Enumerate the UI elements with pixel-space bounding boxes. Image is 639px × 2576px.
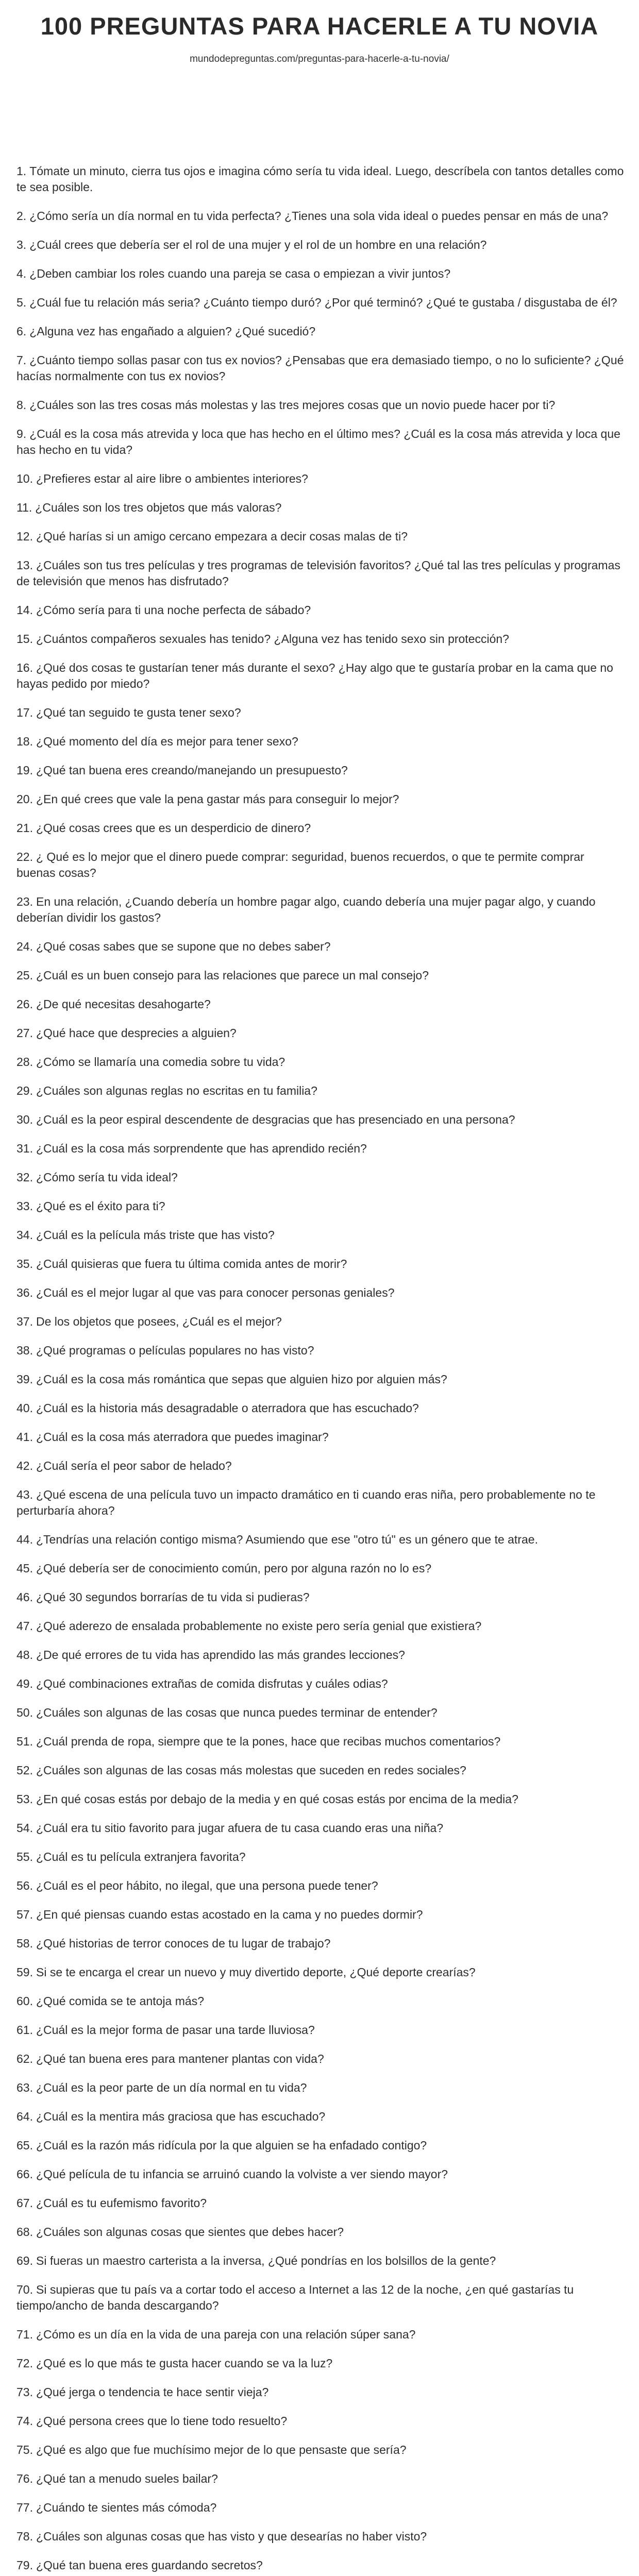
question-number: 26.	[16, 997, 33, 1011]
question-text: ¿Cuál es la cosa más romántica que sepas que alguien hizo por alguien más?	[36, 1372, 447, 1386]
question-text: En una relación, ¿Cuando debería un hombre pagar algo, cuando debería una mujer pagar algo, y cuando deberían dividir los gastos?	[16, 895, 596, 924]
question-item	[16, 1343, 625, 1359]
question-item	[16, 1025, 625, 1041]
question-item	[16, 762, 625, 778]
question-number: 41.	[16, 1430, 33, 1444]
question-item	[16, 295, 625, 311]
question-number: 66.	[16, 2167, 33, 2181]
question-item	[16, 734, 625, 750]
question-number: 79.	[16, 2558, 33, 2572]
question-item	[16, 1141, 625, 1157]
question-number: 61.	[16, 2023, 33, 2037]
question-item	[16, 2138, 625, 2154]
question-text: ¿En qué cosas estás por debajo de la media y en qué cosas estás por encima de la media?	[36, 1792, 518, 1806]
question-text: ¿Cuántos compañeros sexuales has tenido? ¿Alguna vez has tenido sexo sin protección?	[36, 632, 509, 646]
question-item	[16, 1227, 625, 1243]
question-number: 65.	[16, 2139, 33, 2152]
question-text: ¿Cuáles son algunas de las cosas que nunca puedes terminar de entender?	[36, 1706, 438, 1719]
question-number: 69.	[16, 2254, 33, 2267]
question-number: 43.	[16, 1488, 33, 1501]
question-item	[16, 1676, 625, 1692]
question-number: 8.	[16, 398, 27, 412]
question-number: 55.	[16, 1850, 33, 1863]
question-number: 68.	[16, 2225, 33, 2239]
question-text: ¿Cuál es un buen consejo para las relaciones que parece un mal consejo?	[36, 969, 429, 982]
question-item	[16, 426, 625, 458]
question-item	[16, 1791, 625, 1807]
question-item	[16, 397, 625, 413]
question-number: 30.	[16, 1113, 33, 1126]
question-number: 52.	[16, 1764, 33, 1777]
question-number: 46.	[16, 1590, 33, 1604]
question-item	[16, 1429, 625, 1445]
question-text: ¿Cuál crees que debería ser el rol de una mujer y el rol de un hombre en una relación?	[29, 238, 487, 251]
question-number: 73.	[16, 2385, 33, 2399]
question-number: 4.	[16, 267, 27, 280]
question-text: ¿Qué historias de terror conoces de tu lugar de trabajo?	[36, 1937, 331, 1950]
question-number: 34.	[16, 1228, 33, 1242]
question-item	[16, 500, 625, 516]
question-item	[16, 2109, 625, 2125]
question-item	[16, 1371, 625, 1387]
page-title: 100 PREGUNTAS PARA HACERLE A TU NOVIA	[40, 12, 599, 40]
question-number: 49.	[16, 1677, 33, 1690]
question-number: 39.	[16, 1372, 33, 1386]
question-number: 62.	[16, 2052, 33, 2065]
question-number: 14.	[16, 603, 33, 617]
question-item	[16, 1964, 625, 1980]
question-number: 60.	[16, 1994, 33, 2008]
question-item	[16, 1618, 625, 1634]
question-text: ¿Cuál es la razón más ridícula por la que alguien se ha enfadado contigo?	[36, 2139, 427, 2152]
question-item	[16, 631, 625, 647]
question-item	[16, 2253, 625, 2269]
question-item	[16, 2051, 625, 2067]
question-number: 5.	[16, 296, 27, 309]
question-number: 75.	[16, 2443, 33, 2456]
question-text: ¿Cuál es la película más triste que has visto?	[36, 1228, 275, 1242]
question-number: 54.	[16, 1821, 33, 1835]
question-item	[16, 2557, 625, 2573]
question-number: 29.	[16, 1084, 33, 1097]
question-number: 23.	[16, 895, 33, 908]
question-item	[16, 163, 625, 195]
question-item	[16, 237, 625, 253]
question-item	[16, 1400, 625, 1416]
question-text: ¿Qué tan buena eres creando/manejando un presupuesto?	[36, 764, 348, 777]
question-text: ¿Qué es algo que fue muchísimo mejor de lo que pensaste que sería?	[36, 2443, 407, 2456]
question-text: ¿Cómo sería tu vida ideal?	[36, 1171, 178, 1184]
question-item	[16, 791, 625, 807]
question-text: ¿Cuál es la cosa más aterradora que puedes imaginar?	[36, 1430, 329, 1444]
question-number: 33.	[16, 1199, 33, 1213]
question-number: 70.	[16, 2283, 33, 2296]
question-item	[16, 1256, 625, 1272]
question-number: 67.	[16, 2196, 33, 2210]
question-text: ¿Cuál es la peor parte de un día normal en tu vida?	[36, 2081, 307, 2094]
question-text: ¿Qué escena de una película tuvo un impacto dramático en ti cuando eras niña, pero probablemente no te perturbaría ahora?	[16, 1488, 596, 1517]
question-item	[16, 939, 625, 955]
question-text: ¿Cuál era tu sitio favorito para jugar afuera de tu casa cuando eras una niña?	[36, 1821, 444, 1835]
question-text: ¿Cuáles son algunas cosas que sientes que debes hacer?	[36, 2225, 344, 2239]
question-text: ¿Qué cosas sabes que se supone que no debes saber?	[36, 940, 331, 953]
question-number: 25.	[16, 969, 33, 982]
question-text: Tómate un minuto, cierra tus ojos e imagina cómo sería tu vida ideal. Luego, descríbela con tantos detalles como te sea posible.	[16, 164, 624, 194]
question-item	[16, 266, 625, 282]
question-item	[16, 2413, 625, 2429]
question-text: ¿Qué dos cosas te gustarían tener más durante el sexo? ¿Hay algo que te gustaría probar en la cama que no hayas pedido por miedo?	[16, 661, 613, 690]
question-number: 35.	[16, 1257, 33, 1270]
question-text: ¿Cuáles son los tres objetos que más valoras?	[35, 501, 282, 514]
question-text: ¿Cuál es la historia más desagradable o aterradora que has escuchado?	[36, 1401, 419, 1415]
question-number: 36.	[16, 1286, 33, 1299]
question-text: ¿Qué momento del día es mejor para tener sexo?	[36, 735, 298, 748]
question-text: ¿Qué hace que desprecies a alguien?	[36, 1026, 237, 1040]
question-item	[16, 1820, 625, 1836]
question-item	[16, 660, 625, 692]
question-text: ¿Cuál quisieras que fuera tu última comida antes de morir?	[36, 1257, 347, 1270]
question-item	[16, 1589, 625, 1605]
question-number: 18.	[16, 735, 33, 748]
question-item	[16, 2022, 625, 2038]
question-text: ¿Qué tan seguido te gusta tener sexo?	[36, 706, 241, 719]
question-item	[16, 1170, 625, 1185]
question-number: 17.	[16, 706, 33, 719]
question-text: ¿En qué piensas cuando estas acostado en la cama y no puedes dormir?	[36, 1908, 423, 1921]
question-item	[16, 557, 625, 589]
question-number: 51.	[16, 1735, 33, 1748]
question-number: 11.	[16, 501, 32, 514]
question-item	[16, 1993, 625, 2009]
question-number: 9.	[16, 427, 27, 440]
question-number: 45.	[16, 1562, 33, 1575]
question-item	[16, 2166, 625, 2182]
question-number: 10.	[16, 472, 33, 485]
question-text: ¿Qué debería ser de conocimiento común, pero por alguna razón no lo es?	[36, 1562, 432, 1575]
question-item	[16, 1112, 625, 1128]
question-text: ¿Tendrías una relación contigo misma? Asumiendo que ese "otro tú" es un género que te atrae.	[36, 1533, 538, 1546]
source-url: mundodepreguntas.com/preguntas-para-hacerle-a-tu-novia/	[190, 54, 449, 64]
question-item	[16, 1314, 625, 1330]
question-text: ¿De qué necesitas desahogarte?	[36, 997, 211, 1011]
question-item	[16, 1849, 625, 1865]
question-number: 48.	[16, 1648, 33, 1662]
question-text: ¿Qué cosas crees que es un desperdicio de dinero?	[36, 821, 311, 835]
question-number: 63.	[16, 2081, 33, 2094]
question-text: ¿Alguna vez has engañado a alguien? ¿Qué sucedió?	[29, 325, 316, 338]
question-text: ¿Cuáles son tus tres películas y tres programas de televisión favoritos? ¿Qué tal las tres películas y programas de televisión que menos has disfrutado?	[16, 558, 620, 588]
question-item	[16, 2442, 625, 2458]
question-text: ¿Cuál es la cosa más sorprendente que has aprendido recién?	[36, 1142, 367, 1155]
question-number: 20.	[16, 792, 33, 806]
question-item	[16, 1907, 625, 1923]
question-item	[16, 2224, 625, 2240]
question-text: ¿Qué harías si un amigo cercano empezara a decir cosas malas de ti?	[36, 530, 408, 543]
question-text: Si fueras un maestro carterista a la inversa, ¿Qué pondrías en los bolsillos de la gente?	[36, 2254, 496, 2267]
question-text: ¿Cuál es el mejor lugar al que vas para conocer personas geniales?	[36, 1286, 395, 1299]
question-text: ¿Cómo sería para ti una noche perfecta de sábado?	[36, 603, 311, 617]
question-text: ¿ Qué es lo mejor que el dinero puede comprar: seguridad, buenos recuerdos, o que te permite comprar buenas cosas?	[16, 850, 584, 879]
question-number: 37.	[16, 1315, 33, 1328]
question-number: 15.	[16, 632, 33, 646]
question-text: ¿Cuál prenda de ropa, siempre que te la pones, hace que recibas muchos comentarios?	[36, 1735, 501, 1748]
question-text: ¿Cuánto tiempo sollas pasar con tus ex novios? ¿Pensabas que era demasiado tiempo, o no lo suficiente? ¿Qué hacías normalmente con tus ex novios?	[16, 353, 624, 383]
question-text: ¿Cuál es la cosa más atrevida y loca que has hecho en el último mes? ¿Cuál es la cosa más atrevida y loca que has hecho en tu vida?	[16, 427, 620, 456]
question-number: 6.	[16, 325, 27, 338]
question-text: De los objetos que posees, ¿Cuál es el mejor?	[36, 1315, 282, 1328]
question-item	[16, 1647, 625, 1663]
question-text: ¿Cuál es tu película extranjera favorita?	[36, 1850, 246, 1863]
question-item	[16, 996, 625, 1012]
question-number: 38.	[16, 1344, 33, 1357]
question-text: ¿Qué 30 segundos borrarías de tu vida si pudieras?	[36, 1590, 310, 1604]
question-item	[16, 2195, 625, 2211]
question-item	[16, 1762, 625, 1778]
question-item	[16, 1734, 625, 1750]
question-item	[16, 849, 625, 881]
question-item	[16, 705, 625, 721]
question-text: ¿Prefieres estar al aire libre o ambientes interiores?	[36, 472, 308, 485]
question-text: Si se te encarga el crear un nuevo y muy divertido deporte, ¿Qué deporte crearías?	[36, 1965, 476, 1979]
question-item	[16, 2384, 625, 2400]
question-item	[16, 1083, 625, 1099]
question-item	[16, 1705, 625, 1721]
question-text: ¿Cuáles son algunas de las cosas más molestas que suceden en redes sociales?	[36, 1764, 466, 1777]
question-text: ¿Qué es lo que más te gusta hacer cuando se va la luz?	[36, 2357, 333, 2370]
question-item	[16, 529, 625, 545]
question-text: Si supieras que tu país va a cortar todo el acceso a Internet a las 12 de la noche, ¿en qué gastarías tu tiempo/ancho de banda descargando?	[16, 2283, 574, 2312]
question-number: 74.	[16, 2414, 33, 2428]
question-number: 47.	[16, 1619, 33, 1633]
question-item	[16, 2500, 625, 2516]
question-text: ¿Qué tan a menudo sueles bailar?	[36, 2472, 218, 2485]
question-item	[16, 1198, 625, 1214]
question-text: ¿Qué es el éxito para ti?	[36, 1199, 165, 1213]
question-number: 16.	[16, 661, 33, 674]
question-text: ¿Cuáles son algunas reglas no escritas en tu familia?	[36, 1084, 317, 1097]
question-text: ¿Cómo se llamaría una comedia sobre tu vida?	[36, 1055, 285, 1069]
question-item	[16, 2080, 625, 2096]
question-text: ¿Qué tan buena eres para mantener plantas con vida?	[36, 2052, 324, 2065]
question-text: ¿Qué programas o películas populares no has visto?	[36, 1344, 314, 1357]
question-item	[16, 2471, 625, 2487]
question-number: 28.	[16, 1055, 33, 1069]
question-text: ¿Cuál es tu eufemismo favorito?	[36, 2196, 207, 2210]
question-number: 57.	[16, 1908, 33, 1921]
question-text: ¿Qué aderezo de ensalada probablemente no existe pero sería genial que existiera?	[36, 1619, 482, 1633]
question-number: 56.	[16, 1879, 33, 1892]
question-text: ¿Deben cambiar los roles cuando una pareja se casa o empiezan a vivir juntos?	[29, 267, 451, 280]
question-number: 42.	[16, 1459, 33, 1472]
question-number: 3.	[16, 238, 27, 251]
question-text: ¿Cuál es la peor espiral descendente de desgracias que has presenciado en una persona?	[36, 1113, 515, 1126]
question-item	[16, 1054, 625, 1070]
question-list	[16, 163, 625, 2576]
question-number: 13.	[16, 558, 33, 572]
question-text: ¿Cuáles son las tres cosas más molestas y las tres mejores cosas que un novio puede hacer por ti?	[29, 398, 556, 412]
question-text: ¿De qué errores de tu vida has aprendido las más grandes lecciones?	[36, 1648, 405, 1662]
question-text: ¿Cuál sería el peor sabor de helado?	[36, 1459, 232, 1472]
question-item	[16, 324, 625, 340]
question-text: ¿Cuál es la mejor forma de pasar una tarde lluviosa?	[36, 2023, 315, 2037]
question-number: 12.	[16, 530, 33, 543]
question-text: ¿Cuáles son algunas cosas que has visto y que desearías no haber visto?	[36, 2530, 427, 2543]
question-item	[16, 894, 625, 926]
question-number: 58.	[16, 1937, 33, 1950]
question-text: ¿Qué película de tu infancia se arruinó cuando la volviste a ver siendo mayor?	[36, 2167, 448, 2181]
question-text: ¿Qué jerga o tendencia te hace sentir vieja?	[36, 2385, 269, 2399]
question-number: 53.	[16, 1792, 33, 1806]
question-item	[16, 1285, 625, 1301]
question-text: ¿En qué crees que vale la pena gastar más para conseguir lo mejor?	[36, 792, 399, 806]
question-text: ¿Qué persona crees que lo tiene todo resuelto?	[36, 2414, 288, 2428]
question-number: 59.	[16, 1965, 33, 1979]
question-number: 40.	[16, 1401, 33, 1415]
question-number: 7.	[16, 353, 27, 367]
question-item	[16, 968, 625, 984]
question-number: 32.	[16, 1171, 33, 1184]
question-number: 77.	[16, 2501, 33, 2514]
question-number: 21.	[16, 821, 33, 835]
question-number: 78.	[16, 2530, 33, 2543]
question-item	[16, 352, 625, 384]
question-item	[16, 2355, 625, 2371]
question-number: 24.	[16, 940, 33, 953]
question-text: ¿Cómo sería un día normal en tu vida perfecta? ¿Tienes una sola vida ideal o puedes pensar en más de una?	[29, 209, 609, 223]
question-item	[16, 1532, 625, 1548]
question-item	[16, 2327, 625, 2343]
question-text: ¿Cómo es un día en la vida de una pareja con una relación súper sana?	[36, 2328, 416, 2341]
question-text: ¿Qué combinaciones extrañas de comida disfrutas y cuáles odias?	[36, 1677, 388, 1690]
question-item	[16, 1458, 625, 1474]
question-number: 27.	[16, 1026, 33, 1040]
question-item	[16, 1561, 625, 1577]
question-text: ¿Cuándo te sientes más cómoda?	[36, 2501, 217, 2514]
question-item	[16, 820, 625, 836]
question-text: ¿Qué tan buena eres guardando secretos?	[36, 2558, 263, 2572]
question-item	[16, 1487, 625, 1519]
question-number: 50.	[16, 1706, 33, 1719]
question-item	[16, 471, 625, 487]
question-number: 2.	[16, 209, 27, 223]
question-number: 31.	[16, 1142, 33, 1155]
question-number: 44.	[16, 1533, 33, 1546]
question-number: 64.	[16, 2110, 33, 2123]
question-text: ¿Cuál es el peor hábito, no ilegal, que una persona puede tener?	[36, 1879, 378, 1892]
question-item	[16, 2282, 625, 2314]
question-number: 22.	[16, 850, 33, 863]
question-item	[16, 2529, 625, 2545]
question-number: 76.	[16, 2472, 33, 2485]
question-item	[16, 602, 625, 618]
question-text: ¿Qué comida se te antoja más?	[36, 1994, 204, 2008]
question-number: 1.	[16, 164, 27, 178]
question-item	[16, 208, 625, 224]
question-number: 19.	[16, 764, 33, 777]
question-number: 71.	[16, 2328, 33, 2341]
question-text: ¿Cuál es la mentira más graciosa que has escuchado?	[36, 2110, 326, 2123]
question-item	[16, 1936, 625, 1952]
question-item	[16, 1878, 625, 1894]
question-number: 72.	[16, 2357, 33, 2370]
question-text: ¿Cuál fue tu relación más seria? ¿Cuánto tiempo duró? ¿Por qué terminó? ¿Qué te gustaba / disgustaba de él?	[29, 296, 617, 309]
